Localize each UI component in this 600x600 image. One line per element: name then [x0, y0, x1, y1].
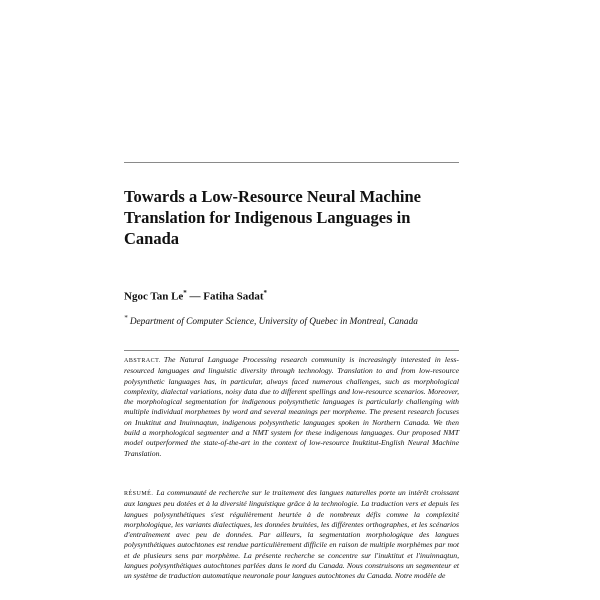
resume-text: La communauté de recherche sur le traitement des langues naturelles porte un intérêt croissant aux langues peu dotées et à la diversité linguistique grâce à la technologie. La traduction vers et depuis les langues polysynthétiques s'est régulièrement heurtée à de nombreux défis comme la complexité morphologique, les variants dialectiques, les données bruitées, les différentes orthographes, et les scénarios d'entraînement avec peu de données. Par ailleurs, la segmentation morphologique des langues polysynthétiques autochtones est rendue particulièrement difficile en raison de multiple morphèmes par mot et de plusieurs sens par morphème. La présente recherche se concentre sur l'inuktitut et l'inuinnaqtun, langues polysynthétiques autochtones parlées dans le nord du Canada. Nous construisons un segmenteur et un système de traduction automatique neuronale pour langues autochtones du Canada. Notre modèle de	[124, 488, 459, 581]
author-2: Fatiha Sadat	[203, 290, 264, 303]
resume	[124, 488, 459, 582]
abstract-label: ABSTRACT.	[124, 358, 161, 364]
author-list	[124, 289, 267, 303]
affiliation-mark: *	[124, 314, 128, 322]
abstract-text: The Natural Language Processing research community is increasingly interested in less-resourced languages and linguistic diversity through technology. Translation to and from low-resource polysynthetic languages has, in particular, always faced numerous challenges, such as morphological complexity, dialectal variations, noisy data due to different spellings and low-resource scenarios. Moreover, the morphological segmentation for indigenous polysynthetic languages is particularly challenging with multiple individual morphemes by word and several meanings per morpheme. The present research focuses on Inuktitut and Inuinnaqtun, indigenous polysynthetic languages spoken in Northern Canada. We then build a morphological segmenter and a NMT system for these indigenous languages. Our proposed NMT model outperformed the state-of-the-art in the context of low-resource Inuktitut-English Neural Machine Translation.	[124, 355, 459, 458]
affiliation	[124, 314, 418, 327]
author-2-mark: *	[263, 289, 268, 297]
resume-label: RÉSUMÉ.	[124, 491, 154, 497]
abstract	[124, 355, 459, 459]
author-separator: —	[186, 290, 204, 303]
top-rule	[124, 162, 459, 163]
paper-title: Towards a Low-Resource Neural Machine Translation for Indigenous Languages in Canada	[124, 187, 421, 248]
affiliation-text: Department of Computer Science, University of Quebec in Montreal, Canada	[127, 317, 418, 328]
abstract-rule	[124, 350, 459, 351]
author-1-mark: *	[183, 289, 187, 297]
author-1: Ngoc Tan Le	[124, 290, 184, 303]
